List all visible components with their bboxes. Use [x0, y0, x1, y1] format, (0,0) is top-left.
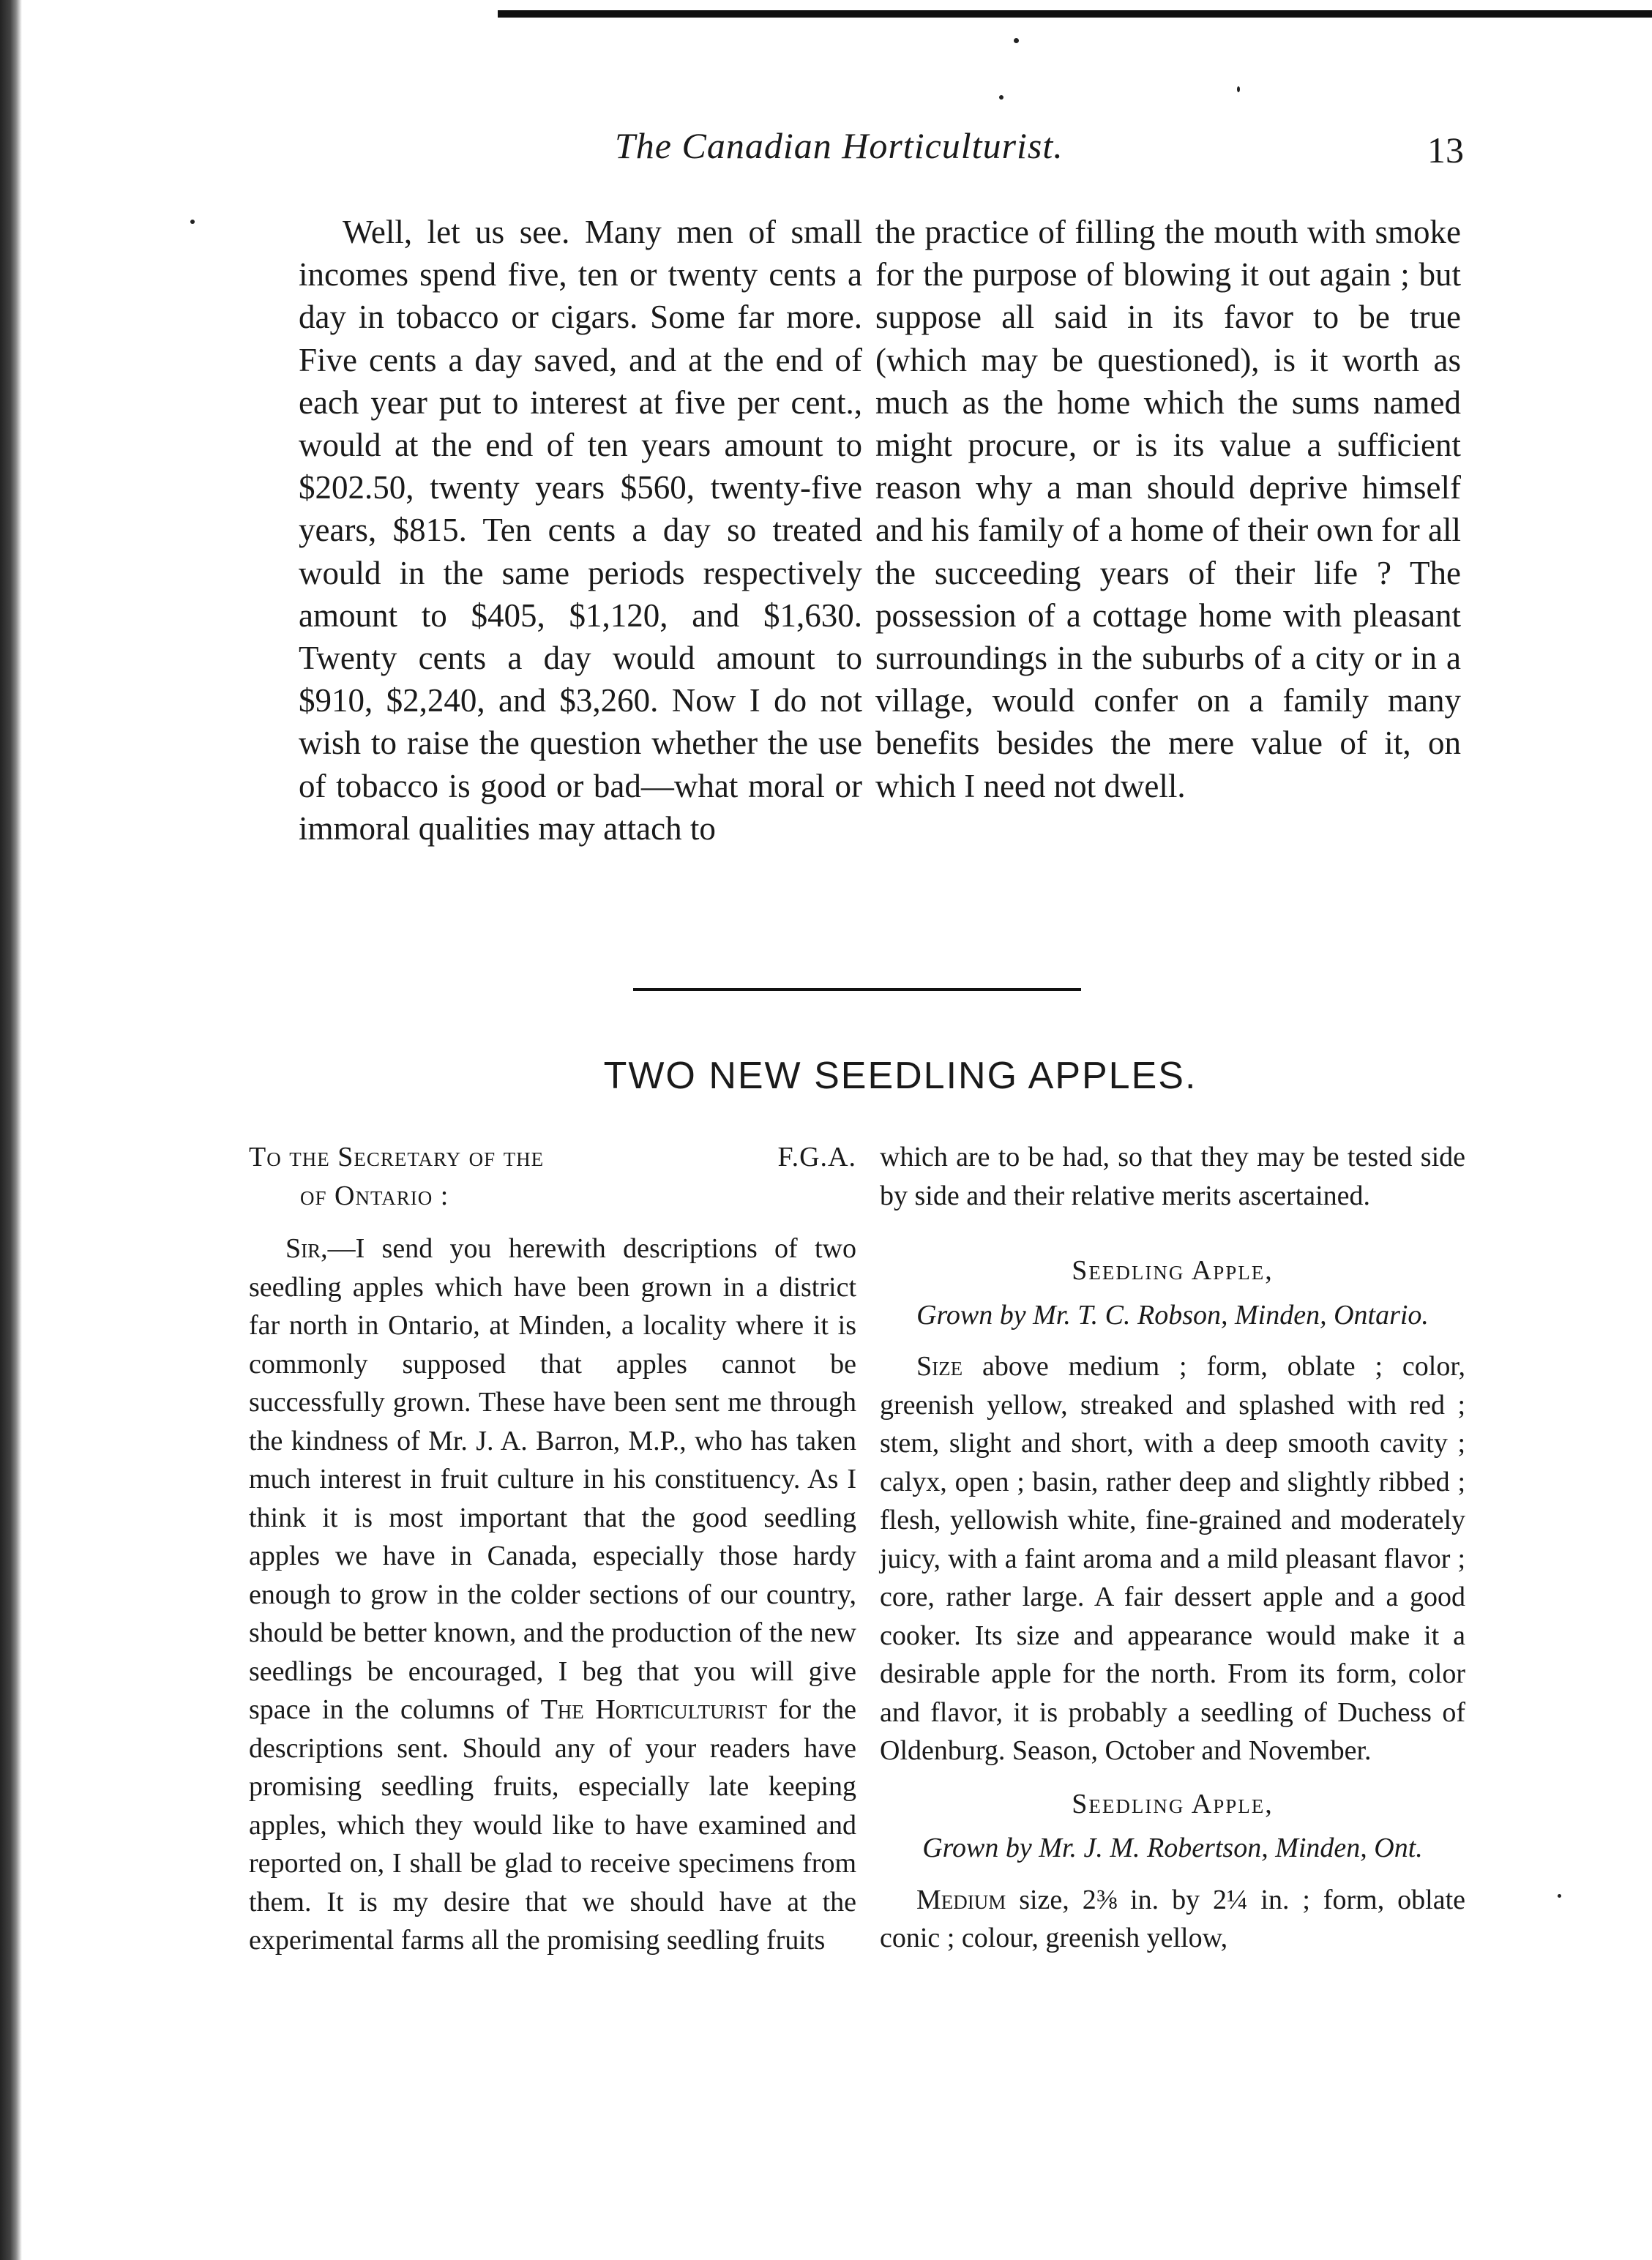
article-left-column — [249, 1138, 856, 1960]
salutation-to: To the Secretary of the — [249, 1142, 545, 1172]
seedling-1-lead: Size — [916, 1351, 963, 1382]
section-divider — [633, 988, 1081, 991]
article-right-column — [880, 1138, 1465, 1958]
article-title: TWO NEW SEEDLING APPLES. — [603, 1055, 1197, 1097]
salutation-org: F.G.A. — [777, 1142, 856, 1172]
letter-body — [249, 1230, 856, 1960]
seedling-1-heading: Seedling Apple, — [1072, 1255, 1274, 1286]
seedling-2-text: size, 2⅜ in. by 2¼ in. ; form, oblate conic ; colour, greenish yellow, — [880, 1884, 1466, 1953]
letter-opening: Sir, — [285, 1233, 328, 1264]
print-speck — [1558, 1894, 1561, 1898]
salutation — [249, 1138, 856, 1215]
salutation-of: of Ontario : — [300, 1180, 449, 1211]
paragraph: Well, let us see. Many men of small incomes spend five, ten or twenty cents a day in tobacco or cigars. Some far more. Five cents a day saved, and at the end of each year put to interest at five per cent., would at the end of ten years amount to $202.50, twenty years $560, twenty-five years, $815. Ten cents a day so treated would in the same periods respectively amount to $405, $1,120, and $1,630. Twenty cents a day would amount to $910, $2,240, and $3,260. Now I do not wish to raise the question whether the use of tobacco is good or bad—what moral or immoral qualities may attach to — [299, 214, 862, 847]
seedling-2-grower: Grown by Mr. J. M. Robertson, Minden, Ont. — [922, 1833, 1423, 1863]
section-a-right-column — [875, 211, 1461, 935]
letter-body-start: —I send you herewith descriptions of two seedling apples which have been grown in a district far north in Ontario, at Minden, a locality where it is commonly supposed that apples cannot be successfully grown. These have been sent me through the kindness of Mr. J. A. Barron, M.P., who has taken much interest in fruit culture in his constituency. As I think it is most important that the good seedling apples we have in Canada, especially those hardy enough to grow in the colder sections of our country, should be better known, and the production of the new seedlings be encouraged, I beg that you will give space in the columns of — [249, 1233, 856, 1725]
letter-continuation: which are to be had, so that they may be tested side by side and their relative merits ascertained. — [880, 1142, 1465, 1211]
page-number: 13 — [1427, 130, 1464, 171]
journal-title: The Canadian Horticulturist. — [615, 125, 1064, 166]
seedling-2-description — [880, 1881, 1465, 1958]
print-speck — [999, 95, 1003, 100]
seedling-2-lead: Medium — [916, 1884, 1006, 1915]
section-a-left-column — [299, 211, 862, 935]
page-binding-edge — [0, 0, 22, 2260]
top-rule — [498, 10, 1652, 18]
seedling-2-heading: Seedling Apple, — [1072, 1788, 1274, 1819]
print-speck — [1014, 38, 1019, 43]
paragraph: the practice of filling the mouth with smoke for the purpose of blowing it out again ; but suppose all said in its favor to be true (which may be questioned), is it worth as much as the home which the sums named might procure, or is its value a sufficient reason why a man should deprive himself and his family of a home of their own for all the succeeding years of their life ? The possession of a cottage home with pleasant surroundings in the suburbs of a city or in a village, would confer on a family many benefits besides the mere value of it, on which I need not dwell. — [875, 214, 1461, 804]
seedling-1-description — [880, 1347, 1465, 1770]
seedling-1-text: above medium ; form, oblate ; color, greenish yellow, streaked and splashed with red ; stem, slight and short, with a deep smooth cavity ; calyx, open ; basin, rather deep and slightly ribbed ; flesh, yellowish white, fine-grained and moderately juicy, with a faint aroma and a mild pleasant flavor ; core, rather large. A fair dessert apple and a good cooker. Its size and appearance would make it a desirable apple for the north. From its form, color and flavor, it is probably a seedling of Duchess of Oldenburg. Season, October and November. — [880, 1351, 1465, 1766]
running-head — [176, 124, 1464, 176]
print-speck — [190, 220, 195, 224]
publication-name: The Horticulturist — [540, 1694, 768, 1725]
print-speck — [1237, 86, 1240, 92]
seedling-1-grower: Grown by Mr. T. C. Robson, Minden, Ontario. — [916, 1299, 1429, 1331]
letter-body-end: for the descriptions sent. Should any of your readers have promising seedling fruits, especially late keeping apples, which they would like to have examined and reported on, I shall be glad to receive specimens from them. It is my desire that we should have at the experimental farms all the promising seedling fruits — [249, 1694, 857, 1956]
